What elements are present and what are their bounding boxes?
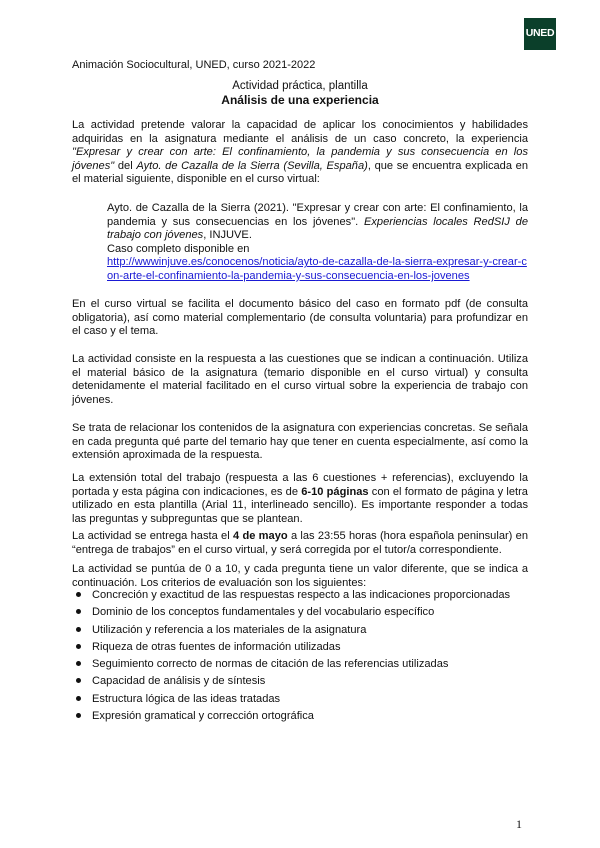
intro-text-b: del (114, 159, 137, 172)
extension-text-b: con el formato de página y letra utilizado en esta plantilla (Arial 11, interlineado sencillo). Es importante responder a todas las preguntas y subpreguntas que se plantean. (72, 485, 528, 525)
deadline-text-a: La actividad se entrega hasta el (72, 530, 233, 542)
bullet-icon (76, 644, 81, 649)
document-title: Análisis de una experiencia (221, 93, 379, 107)
page-number: 1 (516, 817, 522, 831)
list-item (72, 673, 528, 690)
deadline-text-b: a las 23:55 horas (hora española peninsular) en “entrega de trabajos” en el curso virtual, y será corregida por el tutor/a correspondiente. (72, 530, 529, 556)
logo-text: UNED (525, 27, 555, 40)
bullet-icon (76, 592, 81, 597)
list-item (72, 656, 528, 673)
extension-pages: 6-10 páginas (301, 485, 369, 498)
bullet-icon (76, 627, 81, 632)
case-title: "Expresar y crear con arte: El confinamiento, la pandemia y sus consecuencia en los jóvenes" (72, 146, 528, 172)
criteria-list (72, 587, 528, 725)
criterion-text: Concreción y exactitud de las respuestas respecto a las indicaciones proporcionadas (92, 589, 511, 601)
deadline-date: 4 de mayo (232, 530, 288, 542)
intro-paragraph (72, 119, 528, 187)
paragraph-virtual-course: En el curso virtual se facilita el documento básico del caso en formato pdf (de consulta obligatoria), así como material complementario (de consulta voluntaria) para profundizar en el caso y el tema. (72, 298, 528, 338)
paragraph-activity: La actividad consiste en la respuesta a las cuestiones que se indican a continuación. Utiliza el material básico de la asignatura (temario disponible en el curso virtual) y consulta detenidamente el material facilitado en el curso virtual sobre la experiencia de trabajo con jóvenes. (72, 353, 528, 406)
intro-text-c: , que se encuentra explicada en el material siguiente, disponible en el curso virtual: (72, 159, 528, 186)
case-organization: Ayto. de Cazalla de la Sierra (Sevilla, España) (136, 159, 368, 172)
bullet-icon (76, 696, 81, 701)
bullet-icon (76, 713, 81, 718)
criterion-text: Utilización y referencia a los materiales de la asignatura (92, 623, 367, 636)
bullet-icon (76, 678, 81, 683)
criterion-text: Capacidad de análisis y de síntesis (92, 675, 266, 688)
intro-text-a: La actividad pretende valorar la capacidad de aplicar los conocimientos y habilidades adquiridas en la asignatura mediante el análisis de un caso concreto, la experiencia (72, 119, 528, 145)
bullet-icon (76, 661, 81, 666)
list-item (72, 691, 528, 708)
case-url-link[interactable]: http://wwwinjuve.es/conocenos/noticia/ayto-de-cazalla-de-la-sierra-expresar-y-crear-con-arte-el-confinamiento-la-pandemia-y-sus-consecuencia-en-los-jovenes (107, 256, 527, 282)
list-item (72, 639, 528, 656)
reference-series: Experiencias locales RedSIJ de trabajo con jóvenes (107, 215, 529, 242)
uned-logo (524, 18, 556, 50)
paragraph-relation: Se trata de relacionar los contenidos de la asignatura con experiencias concretas. Se señala en cada pregunta qué parte del temario hay que tener en cuenta especialmente, así como la extensión aproximada de la respuesta. (72, 422, 528, 462)
course-header: Animación Sociocultural, UNED, curso 2021-2022 (72, 59, 316, 71)
bullet-icon (76, 609, 81, 614)
reference-text-a: Ayto. de Cazalla de la Sierra (2021). "Expresar y crear con arte: El confinamiento, la pandemia y sus consecuencias en los jóvenes". (107, 202, 528, 228)
reference-available: Caso completo disponible en (107, 242, 250, 255)
criterion-text: Estructura lógica de las ideas tratadas (92, 692, 281, 705)
criterion-text: Dominio de los conceptos fundamentales y del vocabulario específico (92, 606, 435, 619)
case-reference (107, 202, 528, 284)
criterion-text: Riqueza de otras fuentes de información utilizadas (92, 640, 341, 653)
criterion-text: Seguimiento correcto de normas de citación de las referencias utilizadas (92, 658, 449, 671)
list-item (72, 587, 528, 604)
title-block (72, 79, 528, 108)
list-item (72, 604, 528, 621)
paragraph-deadline (72, 530, 528, 557)
paragraph-extension (72, 472, 528, 526)
paragraph-grading: La actividad se puntúa de 0 a 10, y cada pregunta tiene un valor diferente, que se indica a continuación. Los criterios de evaluación son los siguientes: (72, 563, 528, 589)
list-item (72, 622, 528, 639)
document-subtitle: Actividad práctica, plantilla (232, 80, 368, 92)
reference-text-b: , INJUVE. (203, 229, 252, 242)
list-item (72, 708, 528, 725)
criterion-text: Expresión gramatical y corrección ortográfica (92, 710, 314, 723)
extension-text-a: La extensión total del trabajo (respuesta a las 6 cuestiones + referencias), excluyendo la portada y esta página con indicaciones, es de (72, 472, 528, 498)
